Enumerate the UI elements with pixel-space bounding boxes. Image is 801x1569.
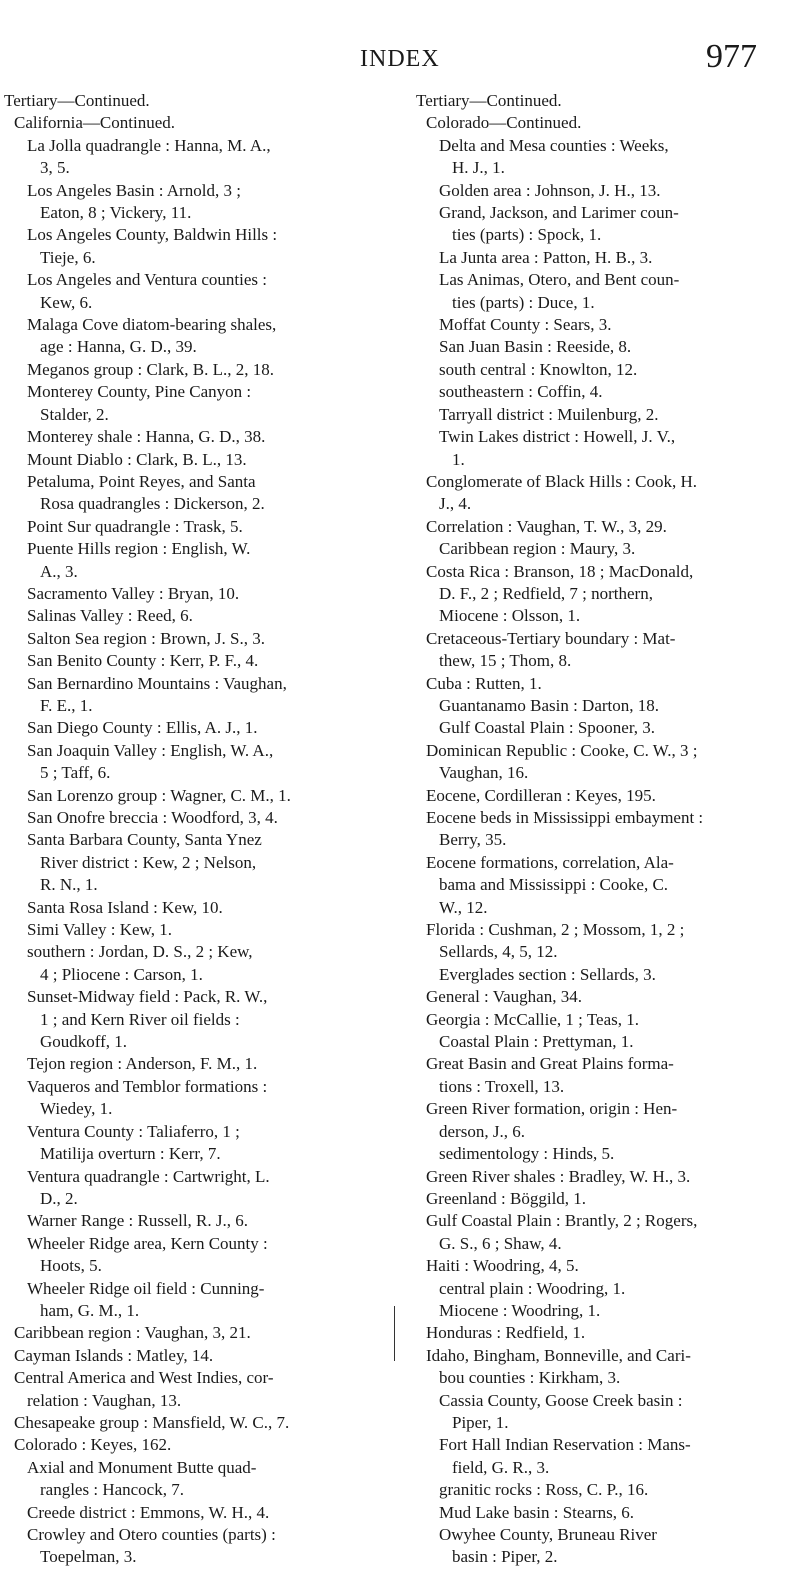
index-entry: field, G. R., 3. [452,1457,550,1477]
index-entry: Conglomerate of Black Hills : Cook, H. [426,471,698,491]
index-entry: Stalder, 2. [40,404,109,424]
index-entry: Puente Hills region : English, W. [27,539,251,559]
index-entry: Tertiary—Continued. [416,91,562,110]
index-entry: Golden area : Johnson, J. H., 13. [439,180,661,200]
index-entry: Cayman Islands : Matley, 14. [14,1345,214,1365]
index-entry: relation : Vaughan, 13. [27,1390,182,1410]
index-entry: Cuba : Rutten, 1. [426,673,542,693]
index-entry: River district : Kew, 2 ; Nelson, [40,852,257,872]
index-entry: Gulf Coastal Plain : Brantly, 2 ; Rogers, [426,1211,698,1231]
index-entry: Crowley and Otero counties (parts) : [27,1525,276,1544]
index-entry: Caribbean region : Maury, 3. [439,539,636,559]
index-entry: ham, G. M., 1. [40,1300,140,1320]
index-entry: Wheeler Ridge area, Kern County : [27,1233,268,1253]
index-entry: Cassia County, Goose Creek basin : [439,1390,683,1410]
index-entry: ties (parts) : Duce, 1. [452,292,595,312]
index-entry: ties (parts) : Spock, 1. [452,225,602,245]
index-entry: San Bernardino Mountains : Vaughan, [27,673,287,693]
index-entry: Everglades section : Sellards, 3. [439,964,656,984]
index-entry: D., 2. [40,1188,78,1208]
index-entry: Haiti : Woodring, 4, 5. [426,1256,579,1276]
index-entry: Twin Lakes district : Howell, J. V., [439,427,676,447]
index-entry: San Diego County : Ellis, A. J., 1. [27,718,258,738]
index-entry: Tejon region : Anderson, F. M., 1. [27,1054,258,1074]
index-entry: southern : Jordan, D. S., 2 ; Kew, [27,942,253,962]
page-number: 977 [706,38,757,75]
index-entry: Green River formation, origin : Hen- [426,1099,678,1119]
index-entry: Florida : Cushman, 2 ; Mossom, 1, 2 ; [426,920,685,940]
index-entry: G. S., 6 ; Shaw, 4. [439,1233,562,1253]
index-entry: Kew, 6. [40,292,93,312]
index-entry: bou counties : Kirkham, 3. [439,1368,621,1388]
index-entry: rangles : Hancock, 7. [40,1480,184,1500]
index-entry: Owyhee County, Bruneau River [439,1525,657,1544]
index-entry: Great Basin and Great Plains forma- [426,1054,674,1074]
index-column-right [416,90,792,1569]
index-entry: Sunset-Midway field : Pack, R. W., [27,987,268,1007]
index-entry: Berry, 35. [439,830,507,850]
index-entry: bama and Mississippi : Cooke, C. [439,875,669,895]
index-entry: Los Angeles and Ventura counties : [27,270,268,290]
index-entry: Tertiary—Continued. [4,91,150,110]
index-entry: 1. [452,449,465,469]
index-entry: Tarryall district : Muilenburg, 2. [439,404,659,424]
index-entry: Salinas Valley : Reed, 6. [27,606,193,626]
index-entry: Wiedey, 1. [40,1099,113,1119]
index-entry: Guantanamo Basin : Darton, 18. [439,695,660,715]
index-entry: San Joaquin Valley : English, W. A., [27,740,274,760]
index-entry: Santa Rosa Island : Kew, 10. [27,897,223,917]
index-entry: Piper, 1. [452,1412,509,1432]
index-entry: Cretaceous-Tertiary boundary : Mat- [426,628,676,648]
index-entry: tions : Troxell, 13. [439,1076,565,1096]
index-entry: Goudkoff, 1. [40,1032,128,1052]
index-entry: Delta and Mesa counties : Weeks, [439,135,669,155]
index-entry: Honduras : Redfield, 1. [426,1323,586,1343]
index-entry: Moffat County : Sears, 3. [439,315,612,335]
index-entry: Matilija overturn : Kerr, 7. [40,1144,221,1164]
index-entry: R. N., 1. [40,875,98,895]
index-entry: Grand, Jackson, and Larimer coun- [439,203,679,223]
index-entry: Idaho, Bingham, Bonneville, and Cari- [426,1345,691,1365]
index-entry: San Onofre breccia : Woodford, 3, 4. [27,808,278,827]
index-entry: A., 3. [40,561,78,581]
index-entry: Malaga Cove diatom-bearing shales, [27,315,277,335]
index-entry: thew, 15 ; Thom, 8. [439,651,572,671]
index-entry: Colorado : Keyes, 162. [14,1435,172,1455]
index-entry: Ventura County : Taliaferro, 1 ; [27,1121,240,1141]
index-entry: Petaluma, Point Reyes, and Santa [27,471,256,491]
index-entry: 4 ; Pliocene : Carson, 1. [40,964,203,984]
index-entry: Hoots, 5. [40,1256,102,1276]
index-entry: Vaqueros and Temblor formations : [27,1076,268,1096]
index-entry: Sellards, 4, 5, 12. [439,942,558,962]
index-entry: Rosa quadrangles : Dickerson, 2. [40,494,265,514]
index-entry: Eocene, Cordilleran : Keyes, 195. [426,785,656,805]
index-entry: Central America and West Indies, cor- [14,1368,274,1388]
index-entry: Mud Lake basin : Stearns, 6. [439,1502,634,1522]
page-header [0,38,801,78]
index-entry: La Junta area : Patton, H. B., 3. [439,247,653,267]
index-entry: Dominican Republic : Cooke, C. W., 3 ; [426,740,698,760]
index-entry: south central : Knowlton, 12. [439,359,638,379]
index-entry: Ventura quadrangle : Cartwright, L. [27,1166,270,1186]
running-title: INDEX [360,46,440,72]
index-entry: W., 12. [439,897,488,917]
index-entry: granitic rocks : Ross, C. P., 16. [439,1480,649,1500]
index-entry: southeastern : Coffin, 4. [439,382,603,402]
index-entry: Point Sur quadrangle : Trask, 5. [27,516,243,536]
index-entry: Las Animas, Otero, and Bent coun- [439,270,680,290]
index-entry: Los Angeles Basin : Arnold, 3 ; [27,180,241,200]
index-entry: Santa Barbara County, Santa Ynez [27,830,262,850]
index-entry: California—Continued. [14,113,176,133]
index-entry: derson, J., 6. [439,1121,525,1141]
index-entry: Wheeler Ridge oil field : Cunning- [27,1278,265,1298]
index-entry: basin : Piper, 2. [452,1547,558,1567]
index-entry: Warner Range : Russell, R. J., 6. [27,1211,249,1231]
index-column-left [4,90,380,1569]
index-entry: Eocene beds in Mississippi embayment : [426,808,704,827]
index-entry: D. F., 2 ; Redfield, 7 ; northern, [439,583,653,603]
index-entry: F. E., 1. [40,695,93,715]
column-divider [394,1306,395,1361]
index-entry: Eaton, 8 ; Vickery, 11. [40,203,192,223]
index-entry: Salton Sea region : Brown, J. S., 3. [27,628,265,648]
index-entry: 5 ; Taff, 6. [40,763,111,783]
index-entry: Correlation : Vaughan, T. W., 3, 29. [426,516,667,536]
index-entry: central plain : Woodring, 1. [439,1278,626,1298]
index-entry: Axial and Monument Butte quad- [27,1457,257,1477]
index-entry: San Juan Basin : Reeside, 8. [439,337,632,357]
index-entry: Meganos group : Clark, B. L., 2, 18. [27,359,274,379]
index-entry: San Benito County : Kerr, P. F., 4. [27,651,259,671]
index-entry: Miocene : Olsson, 1. [439,606,581,626]
index-entry: H. J., 1. [452,158,505,178]
index-entry: 3, 5. [40,158,70,178]
index-entry: Simi Valley : Kew, 1. [27,920,172,940]
index-entry: Miocene : Woodring, 1. [439,1300,601,1320]
index-entry: Gulf Coastal Plain : Spooner, 3. [439,718,656,738]
index-entry: La Jolla quadrangle : Hanna, M. A., [27,135,271,155]
index-entry: Monterey shale : Hanna, G. D., 38. [27,427,266,447]
index-entry: Georgia : McCallie, 1 ; Teas, 1. [426,1009,639,1029]
index-entry: Green River shales : Bradley, W. H., 3. [426,1166,691,1186]
index-entry: 1 ; and Kern River oil fields : [40,1009,240,1029]
index-entry: sedimentology : Hinds, 5. [439,1144,615,1164]
index-entry: age : Hanna, G. D., 39. [40,337,197,357]
index-entry: Tieje, 6. [40,247,96,267]
index-entry: Monterey County, Pine Canyon : [27,382,252,402]
index-entry: Creede district : Emmons, W. H., 4. [27,1502,270,1522]
index-entry: Caribbean region : Vaughan, 3, 21. [14,1323,251,1343]
index-entry: Sacramento Valley : Bryan, 10. [27,583,240,603]
index-entry: Fort Hall Indian Reservation : Mans- [439,1435,691,1455]
index-entry: General : Vaughan, 34. [426,987,582,1007]
index-entry: Toepelman, 3. [40,1547,137,1567]
index-entry: Chesapeake group : Mansfield, W. C., 7. [14,1412,290,1432]
index-entry: J., 4. [439,494,472,514]
index-entry: Eocene formations, correlation, Ala- [426,852,674,872]
index-entry: Colorado—Continued. [426,113,582,133]
index-entry: Los Angeles County, Baldwin Hills : [27,225,278,245]
index-entry: Greenland : Böggild, 1. [426,1188,587,1208]
index-entry: San Lorenzo group : Wagner, C. M., 1. [27,785,291,805]
index-entry: Vaughan, 16. [439,763,529,783]
index-entry: Costa Rica : Branson, 18 ; MacDonald, [426,561,694,581]
index-entry: Mount Diablo : Clark, B. L., 13. [27,449,247,469]
index-entry: Coastal Plain : Prettyman, 1. [439,1032,634,1052]
